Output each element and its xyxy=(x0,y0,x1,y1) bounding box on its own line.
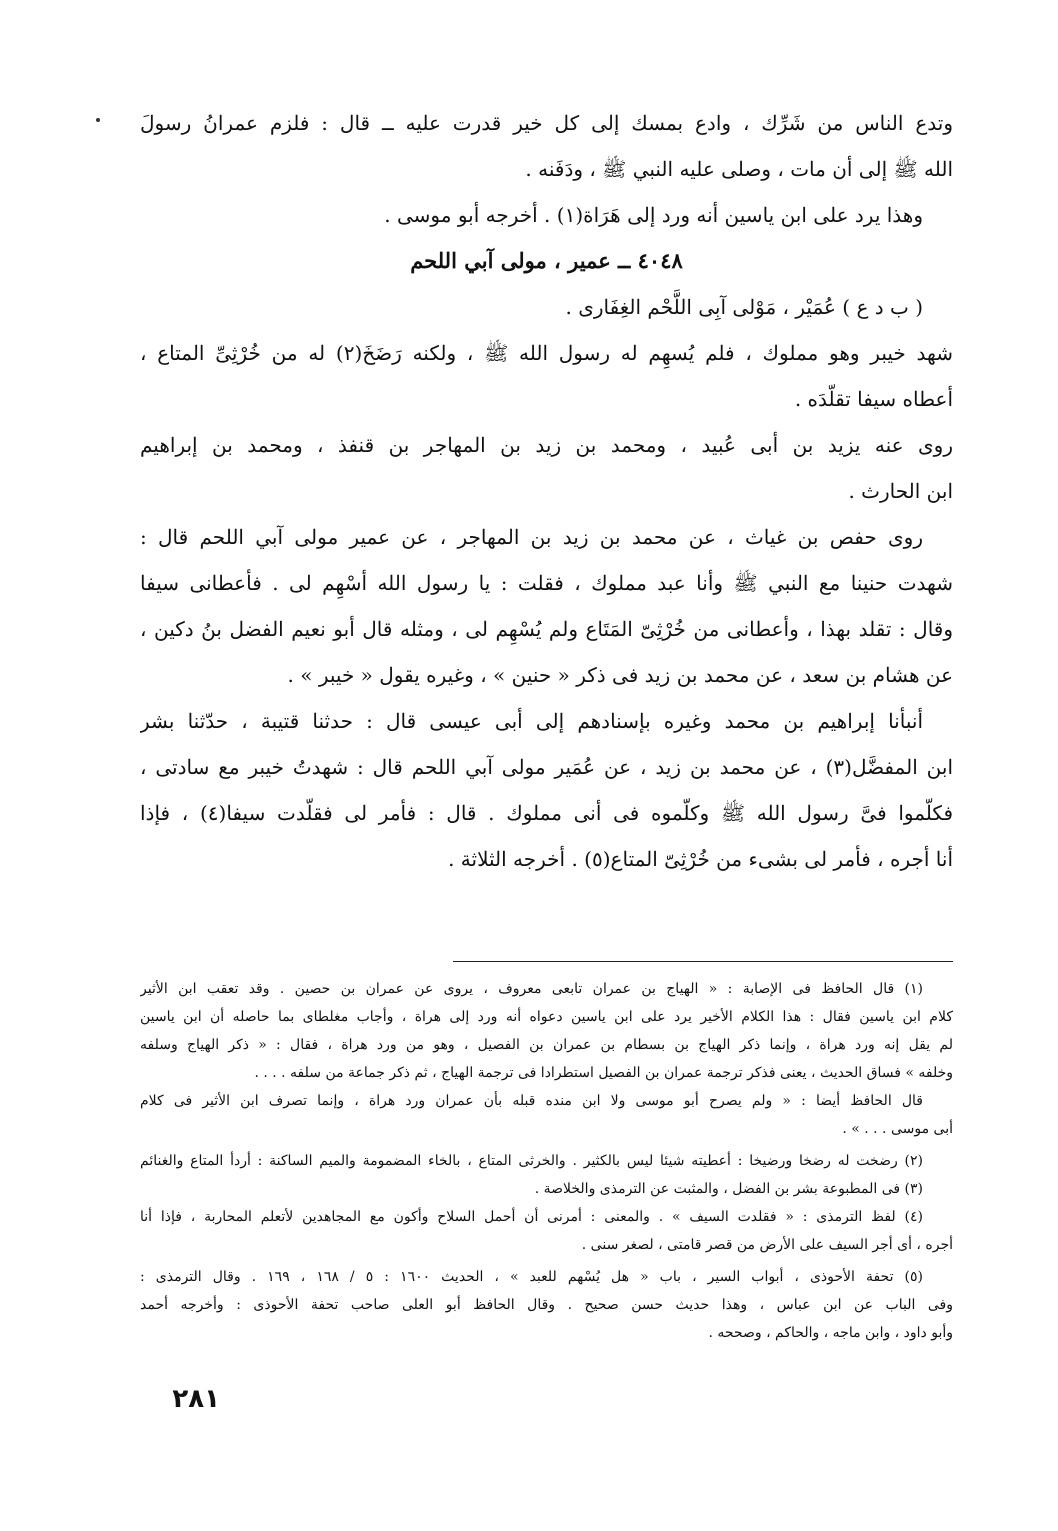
text-line: روى عنه يزيد بن أبى عُبيد ، ومحمد بن زيد بن المهاجر بن قنفذ ، ومحمد بن إبراهيم xyxy=(140,433,953,457)
text-line: عن هشام بن سعد ، عن محمد بن زيد فى ذكر « حنين » ، وغيره يقول « خيبر » . xyxy=(287,663,953,687)
text-line: ابن الحارث . xyxy=(848,479,953,503)
footnote-line: كلام ابن ياسين فقال : هذا الكلام الأخير يرد على ابن ياسين دعواه أنه ورد إلى هراة ، وأجاب مغلطاى بما حاصله أن ابن ياسين xyxy=(140,1009,953,1025)
footnote-line: (١) قال الحافظ فى الإصابة : « الهياج بن عمران تابعى معروف ، يروى عن عمران بن حصين . وقد تعقب ابن الأثير xyxy=(140,981,923,997)
text-line: أنا أجره ، فأمر لى بشىء من خُرْثِىّ المتاع(٥) . أخرجه الثلاثة . xyxy=(448,847,953,871)
text-line: وتدع الناس من شَرِّك ، وادع بمسك إلى كل خير قدرت عليه ــ قال : فلزم عمرانُ رسولَ xyxy=(140,111,953,135)
footnote-line: لم يقل إنه ورد هراة ، وإنما ذكر الهياج بن بسطام بن عمران بن الفصيل ، وهو من ورد هراة ، فقال : « ذكر الهياج وسلفه xyxy=(140,1037,953,1053)
footnote-line: (٥) تحفة الأحوذى ، أبواب السير ، باب « هل يُسْهم للعبد » ، الحديث ١٦٠٠ : ٥ / ١٦٨ ، ١٦٩ . وقال الترمذى : xyxy=(140,1269,923,1285)
footnote-line: (٢) رضخت له رضخا ورضيخا : أعطيته شيئا ليس بالكثير . والخرثى المتاع ، بالخاء المضمومة والميم الساكنة : أردأ المتاع والغنائم xyxy=(140,1153,923,1169)
footnote-line: (٣) فى المطبوعة بشر بن الفضل ، والمثبت عن الترمذى والخلاصة . xyxy=(534,1181,923,1197)
footnote-line: وخلفه » فساق الحديث ، يعنى فذكر ترجمة عمران بن الفصيل استطرادا فى ترجمة الهياج ، ثم ذكر جماعة من سلفه . . . . xyxy=(254,1065,953,1081)
footnote-line: (٤) لفظ الترمذى : « فقلدت السيف » . والمعنى : أمرنى أن أحمل السلاح وأكون مع المجاهدين لأتعلم المحاربة ، فإذا أنا xyxy=(140,1209,923,1225)
text-line: شهدت حنينا مع النبي ﷺ وأنا عبد مملوك ، فقلت : يا رسول الله أسْهِم لى . فأعطانى سيفا xyxy=(140,571,953,595)
text-line: أنبأنا إبراهيم بن محمد وغيره بإسنادهم إلى أبى عيسى قال : حدثنا قتيبة ، حدّثنا بشر xyxy=(140,709,923,733)
footnote-line: وفى الباب عن ابن عباس ، وهذا حديث حسن صحيح . وقال الحافظ أبو العلى صاحب تحفة الأحوذى : وأخرجه أحمد xyxy=(140,1297,953,1313)
page-number: ٢٨١ xyxy=(172,1384,220,1414)
footnote-line: وأبو داود ، وابن ماجه ، والحاكم ، وصححه . xyxy=(708,1325,953,1341)
footnote-line: قال الحافظ أيضا : « ولم يصرح أبو موسى ولا ابن منده قبله بأن عمران ورد هراة ، وإنما تصرف ابن الأثير فى كلام xyxy=(140,1093,923,1109)
text-line: فكلّموا فىَّ رسول الله ﷺ وكلّموه فى أنى مملوك . قال : فأمر لى فقلّدت سيفا(٤) ، فإذا xyxy=(140,801,953,825)
main-text-body xyxy=(140,100,953,882)
text-line: الله ﷺ إلى أن مات ، وصلى عليه النبي ﷺ ، ودَفَنه . xyxy=(525,157,953,181)
footnote-separator xyxy=(453,961,953,962)
footnote-line: أجره ، أى أجر السيف على الأرض من قصر قامتى ، لصغر سنى . xyxy=(581,1237,953,1253)
entry-heading: ٤٠٤٨ ــ عمير ، مولى آبي اللحم xyxy=(410,248,683,273)
text-line: شهد خيبر وهو مملوك ، فلم يُسهِم له رسول الله ﷺ ، ولكنه رَضَخَ(٢) له من خُرْثِىِّ المتاع ، xyxy=(140,341,953,365)
text-line: ( ب د ع ) عُمَيْر ، مَوْلى آبِى اللَّحْم الغِفَارى . xyxy=(565,295,923,319)
margin-mark xyxy=(96,118,100,122)
footnote-line: أبى موسى . . . » . xyxy=(842,1121,953,1137)
text-line: روى حفص بن غياث ، عن محمد بن زيد بن المهاجر ، عن عمير مولى آبي اللحم قال : xyxy=(140,525,923,549)
text-line: وهذا يرد على ابن ياسين أنه ورد إلى هَرَاة(١) . أخرجه أبو موسى . xyxy=(384,203,923,227)
text-line: أعطاه سيفا تقلّدَه . xyxy=(794,387,953,411)
text-line: ابن المفضَّل(٣) ، عن محمد بن زيد ، عن عُمَير مولى آبي اللحم قال : شهدتُ خيبر مع سادتى ، xyxy=(140,755,953,779)
footnotes-section xyxy=(140,975,953,1347)
text-line: وقال : تقلد بهذا ، وأعطانى من خُرْثِىّ المَتَاع ولم يُسْهِم لى ، ومثله قال أبو نعيم الفضل بنُ دكين ، xyxy=(140,617,953,641)
